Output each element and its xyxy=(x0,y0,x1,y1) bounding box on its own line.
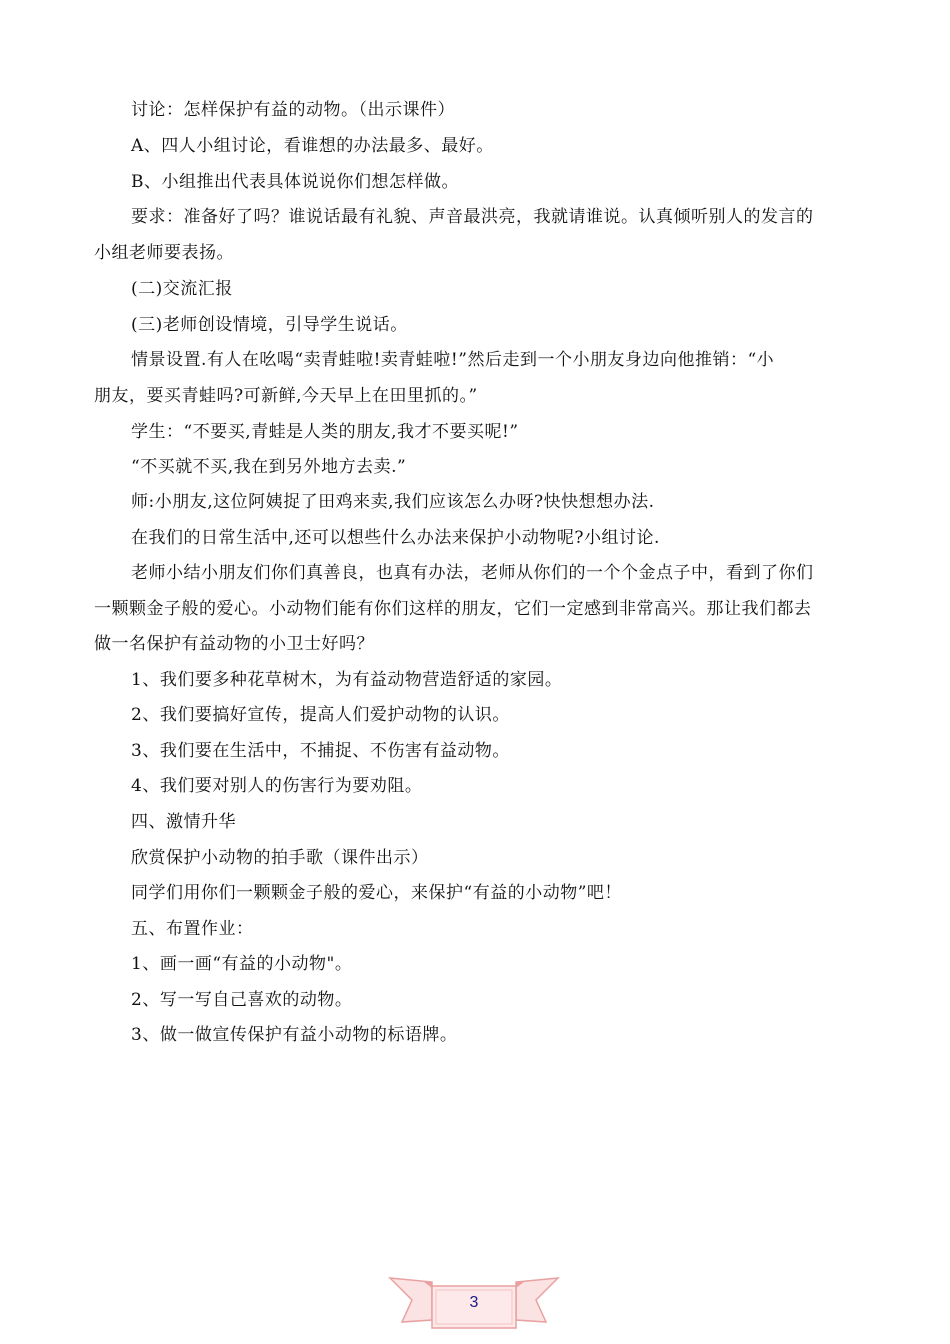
paragraph-line: 要求：准备好了吗？谁说话最有礼貌、声音最洪亮，我就请谁说。认真倾听别人的发言的 xyxy=(131,207,814,227)
paragraph-line: 在我们的日常生活中,还可以想些什么办法来保护小动物呢?小组讨论. xyxy=(131,528,660,548)
list-item: 3、做一做宣传保护有益小动物的标语牌。 xyxy=(131,1025,458,1045)
paragraph-line: 做一名保护有益动物的小卫士好吗？ xyxy=(94,634,374,654)
paragraph-line: 同学们用你们一颗颗金子般的爱心，来保护“有益的小动物”吧！ xyxy=(131,883,622,903)
paragraph-line: 小组老师要表扬。 xyxy=(94,243,234,263)
paragraph-line: “不买就不买,我在到另外地方去卖.” xyxy=(131,457,407,477)
page-number: 3 xyxy=(469,1294,479,1311)
list-item: 4、我们要对别人的伤害行为要劝阻。 xyxy=(131,776,423,796)
paragraph-line: 学生：“不要买,青蛙是人类的朋友,我才不要买呢!” xyxy=(131,422,519,442)
list-item: 2、写一写自己喜欢的动物。 xyxy=(131,990,353,1010)
list-item: 3、我们要在生活中，不捕捉、不伤害有益动物。 xyxy=(131,741,510,761)
section-heading: 四、激情升华 xyxy=(131,812,236,832)
page-number-ribbon xyxy=(388,1272,560,1334)
list-item: 2、我们要搞好宣传，提高人们爱护动物的认识。 xyxy=(131,705,510,725)
paragraph-line: 朋友，要买青蛙吗?可新鲜,今天早上在田里抓的。” xyxy=(94,386,478,406)
section-heading: 五、布置作业： xyxy=(131,919,254,939)
paragraph-line: 欣赏保护小动物的拍手歌（课件出示） xyxy=(131,848,429,868)
paragraph-line: 情景设置.有人在吆喝“卖青蛙啦!卖青蛙啦!”然后走到一个小朋友身边向他推销：“小 xyxy=(131,350,775,370)
paragraph-line: B、小组推出代表具体说说你们想怎样做。 xyxy=(131,172,459,192)
paragraph-line: 讨论：怎样保护有益的动物。（出示课件） xyxy=(131,100,455,120)
paragraph-line: 老师小结小朋友们你们真善良，也真有办法，老师从你们的一个个金点子中，看到了你们 xyxy=(131,563,814,583)
list-item: 1、画一画“有益的小动物"。 xyxy=(131,954,353,974)
paragraph-line: 一颗颗金子般的爱心。小动物们能有你们这样的朋友，它们一定感到非常高兴。那让我们都去 xyxy=(94,599,812,619)
list-item: 1、我们要多种花草树木，为有益动物营造舒适的家园。 xyxy=(131,670,563,690)
section-heading: (三)老师创设情境，引导学生说话。 xyxy=(131,315,408,335)
paragraph-line: A、四人小组讨论，看谁想的办法最多、最好。 xyxy=(131,136,494,156)
paragraph-line: 师:小朋友,这位阿姨捉了田鸡来卖,我们应该怎么办呀?快快想想办法. xyxy=(131,492,655,512)
section-heading: (二)交流汇报 xyxy=(131,279,233,299)
